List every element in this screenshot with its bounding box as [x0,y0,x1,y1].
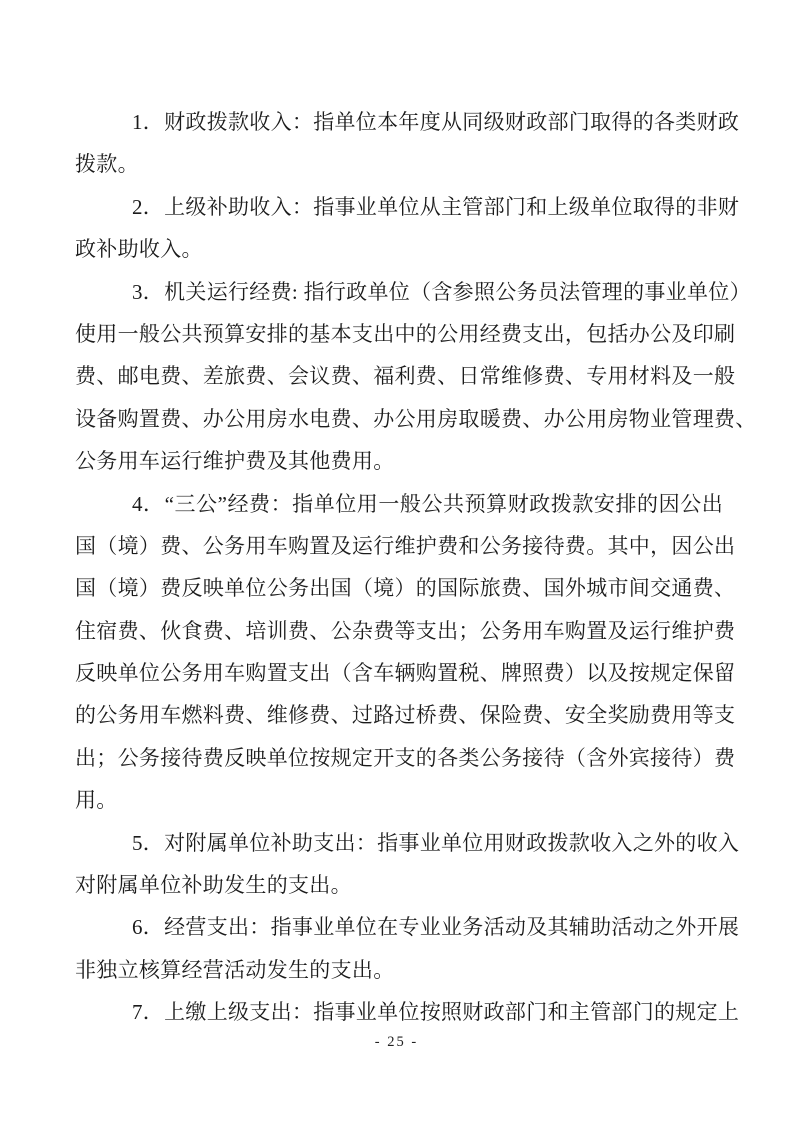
page-footer [0,1034,793,1051]
paragraph-line: 2．上级补助收入：指事业单位从主管部门和上级单位取得的非财 [132,194,740,219]
paragraph-line: 非独立核算经营活动发生的支出。 [75,957,395,982]
paragraph-line: 住宿费、伙食费、培训费、公杂费等支出；公务用车购置及运行维护费 [75,618,736,643]
paragraph-line: 反映单位公务用车购置支出（含车辆购置税、牌照费）以及按规定保留 [75,661,736,686]
paragraph-line: 设备购置费、办公用房水电费、办公用房取暖费、办公用房物业管理费、 [75,406,757,431]
paragraph-line: 政补助收入。 [75,237,203,262]
page-number: - 25 - [374,1034,419,1050]
paragraph-line: 国（境）费、公务用车购置及运行维护费和公务接待费。其中，因公出 [75,533,736,558]
paragraph-line: 6．经营支出：指事业单位在专业业务活动及其辅助活动之外开展 [132,915,740,940]
paragraph-line: 使用一般公共预算安排的基本支出中的公用经费支出，包括办公及印刷 [75,321,736,346]
paragraph-line: 5．对附属单位补助支出：指事业单位用财政拨款收入之外的收入 [132,830,740,855]
paragraph-line: 7．上缴上级支出：指事业单位按照财政部门和主管部门的规定上 [132,1000,740,1025]
paragraph-line: 4．“三公”经费：指单位用一般公共预算财政拨款安排的因公出 [132,491,723,516]
paragraph-line: 3．机关运行经费: 指行政单位（含参照公务员法管理的事业单位） [132,279,751,304]
paragraph-line: 1．财政拨款收入：指单位本年度从同级财政部门取得的各类财政 [132,110,740,134]
paragraph-line: 国（境）费反映单位公务出国（境）的国际旅费、国外城市间交通费、 [75,576,736,601]
paragraph-line: 公务用车运行维护费及其他费用。 [75,449,395,474]
paragraph-line: 用。 [75,788,118,813]
paragraph-line: 拨款。 [75,152,139,177]
document-body [75,101,757,1034]
paragraph-line: 出；公务接待费反映单位按规定开支的各类公务接待（含外宾接待）费 [75,745,736,770]
paragraph-line: 对附属单位补助发生的支出。 [75,873,352,898]
paragraph-line: 费、邮电费、差旅费、会议费、福利费、日常维修费、专用材料及一般 [75,364,736,389]
paragraph-line: 的公务用车燃料费、维修费、过路过桥费、保险费、安全奖励费用等支 [75,703,736,728]
